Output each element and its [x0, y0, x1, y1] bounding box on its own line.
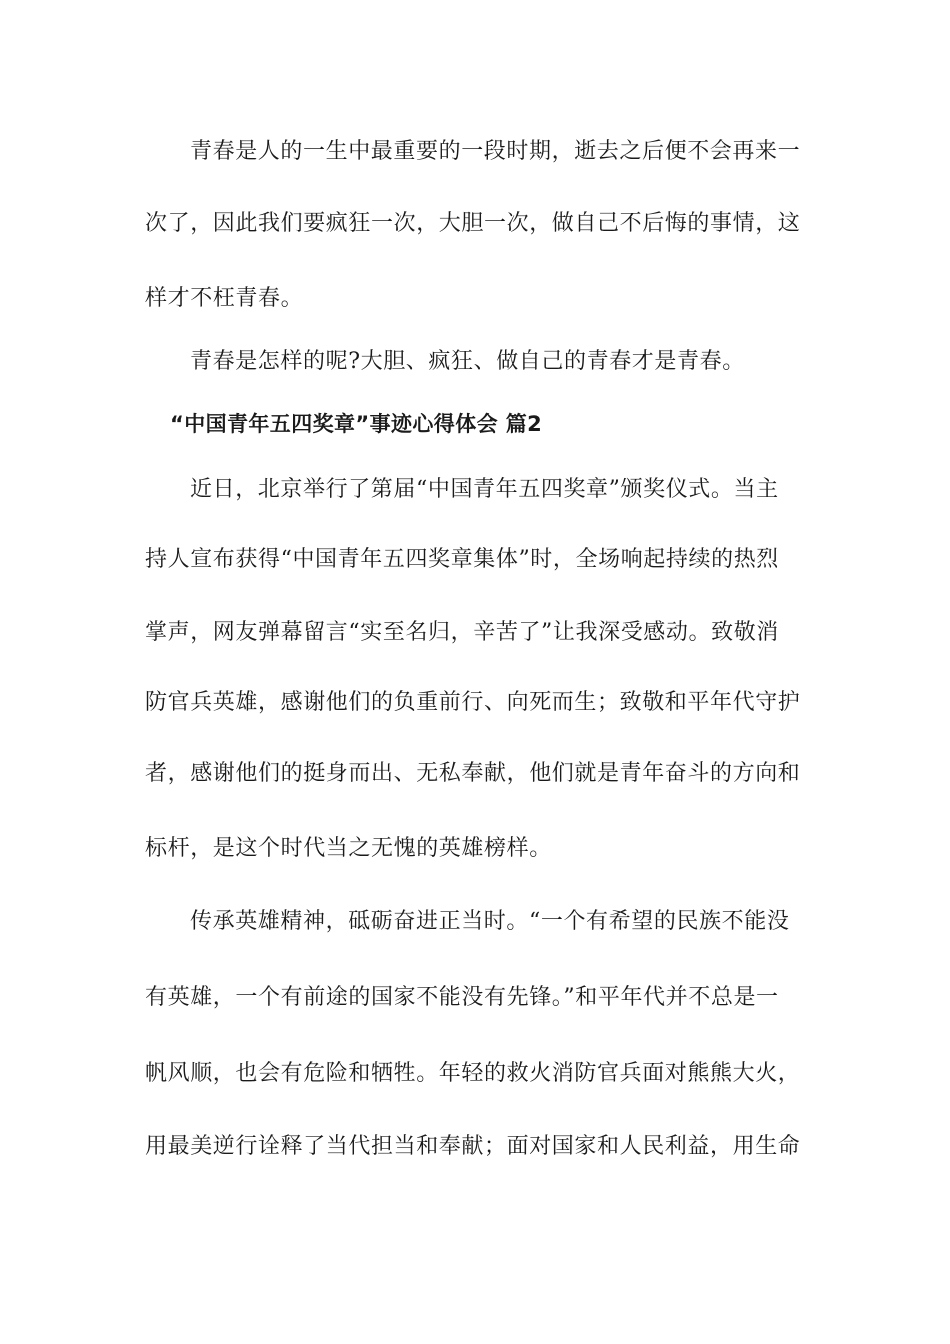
paragraph-line: 青春是人的一生中最重要的一段时期，逝去之后便不会再来一	[190, 139, 801, 164]
paragraph-line: 标杆，是这个时代当之无愧的英雄榜样。	[145, 836, 552, 861]
paragraph-line: 者，感谢他们的挺身而出、无私奉献，他们就是青年奋斗的方向和	[145, 761, 801, 786]
paragraph-line: 用最美逆行诠释了当代担当和奉献；面对国家和人民利益，用生命	[145, 1134, 801, 1159]
paragraph-line: 次了，因此我们要疯狂一次，大胆一次，做自己不后悔的事情，这	[145, 211, 801, 236]
paragraph-line: 有英雄，一个有前途的国家不能没有先锋。”和平年代并不总是一	[145, 985, 779, 1010]
paragraph-line: 样才不枉青春。	[145, 286, 304, 311]
paragraph-line: 防官兵英雄，感谢他们的负重前行、向死而生；致敬和平年代守护	[145, 690, 801, 715]
paragraph-line: 近日，北京举行了第届“中国青年五四奖章”颁奖仪式。当主	[190, 477, 779, 502]
paragraph-line: 青春是怎样的呢?大胆、疯狂、做自己的青春才是青春。	[190, 349, 745, 374]
paragraph-line: 持人宣布获得“中国青年五四奖章集体”时，全场响起持续的热烈	[145, 547, 779, 572]
paragraph-line: 掌声，网友弹幕留言“实至名归，辛苦了”让我深受感动。致敬消	[145, 620, 779, 645]
paragraph-line: 帆风顺，也会有危险和牺牲。年轻的救火消防官兵面对熊熊大火，	[145, 1061, 801, 1086]
section-heading: “中国青年五四奖章”事迹心得体会 篇2	[170, 412, 543, 436]
paragraph-line: 传承英雄精神，砥砺奋进正当时。“一个有希望的民族不能没	[190, 909, 790, 934]
